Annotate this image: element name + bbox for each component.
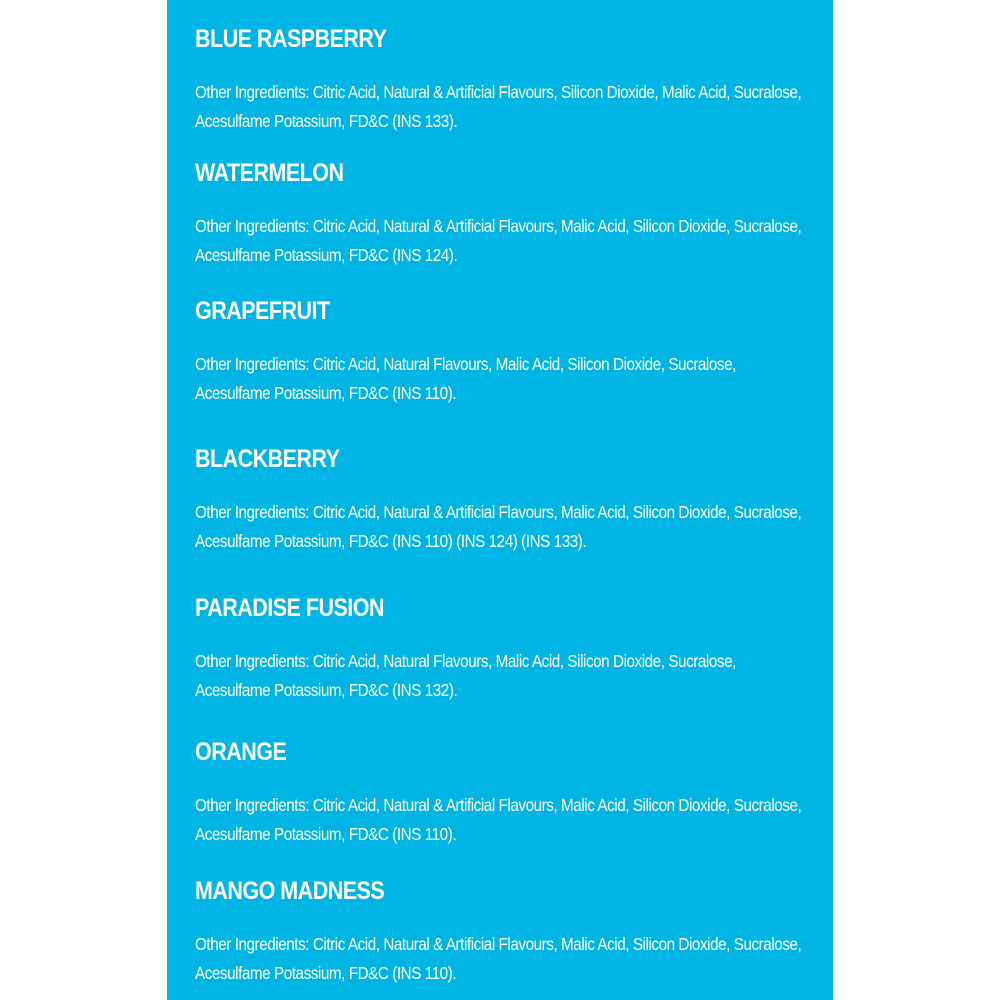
flavour-name: PARADISE FUSION bbox=[195, 594, 384, 622]
flavour-name: MANGO MADNESS bbox=[195, 877, 385, 905]
flavour-section-orange bbox=[195, 737, 825, 848]
ingredients-panel bbox=[167, 0, 833, 1000]
flavour-section-paradise-fusion bbox=[195, 593, 825, 704]
flavour-ingredients: Other Ingredients: Citric Acid, Natural & Artificial Flavours, Malic Acid, Silicon Dioxide, Sucralose, Acesulfame Potassium, FD&C (INS 110). bbox=[195, 934, 802, 983]
flavour-section-blackberry bbox=[195, 444, 825, 555]
flavour-name: GRAPEFRUIT bbox=[195, 297, 330, 325]
flavour-name: BLUE RASPBERRY bbox=[195, 25, 387, 53]
flavour-ingredients: Other Ingredients: Citric Acid, Natural & Artificial Flavours, Malic Acid, Silicon Dioxide, Sucralose, Acesulfame Potassium, FD&C (INS 124). bbox=[195, 216, 802, 265]
flavour-section-mango-madness bbox=[195, 876, 825, 987]
flavour-name: WATERMELON bbox=[195, 159, 344, 187]
flavour-ingredients: Other Ingredients: Citric Acid, Natural & Artificial Flavours, Malic Acid, Silicon Dioxide, Sucralose, Acesulfame Potassium, FD&C (INS 110). bbox=[195, 795, 802, 844]
flavour-section-watermelon bbox=[195, 158, 825, 269]
flavour-ingredients: Other Ingredients: Citric Acid, Natural Flavours, Malic Acid, Silicon Dioxide, Sucralose, Acesulfame Potassium, FD&C (INS 132). bbox=[195, 651, 736, 700]
flavour-ingredients: Other Ingredients: Citric Acid, Natural & Artificial Flavours, Silicon Dioxide, Malic Acid, Sucralose, Acesulfame Potassium, FD&C (INS 133). bbox=[195, 82, 802, 131]
flavour-section-grapefruit bbox=[195, 296, 825, 407]
flavour-section-blue-raspberry bbox=[195, 24, 825, 135]
flavour-ingredients: Other Ingredients: Citric Acid, Natural Flavours, Malic Acid, Silicon Dioxide, Sucralose, Acesulfame Potassium, FD&C (INS 110). bbox=[195, 354, 736, 403]
flavour-ingredients: Other Ingredients: Citric Acid, Natural & Artificial Flavours, Malic Acid, Silicon Dioxide, Sucralose, Acesulfame Potassium, FD&C (INS 110) (INS 124) (INS 133). bbox=[195, 502, 802, 551]
flavour-name: ORANGE bbox=[195, 738, 287, 766]
flavour-name: BLACKBERRY bbox=[195, 445, 340, 473]
